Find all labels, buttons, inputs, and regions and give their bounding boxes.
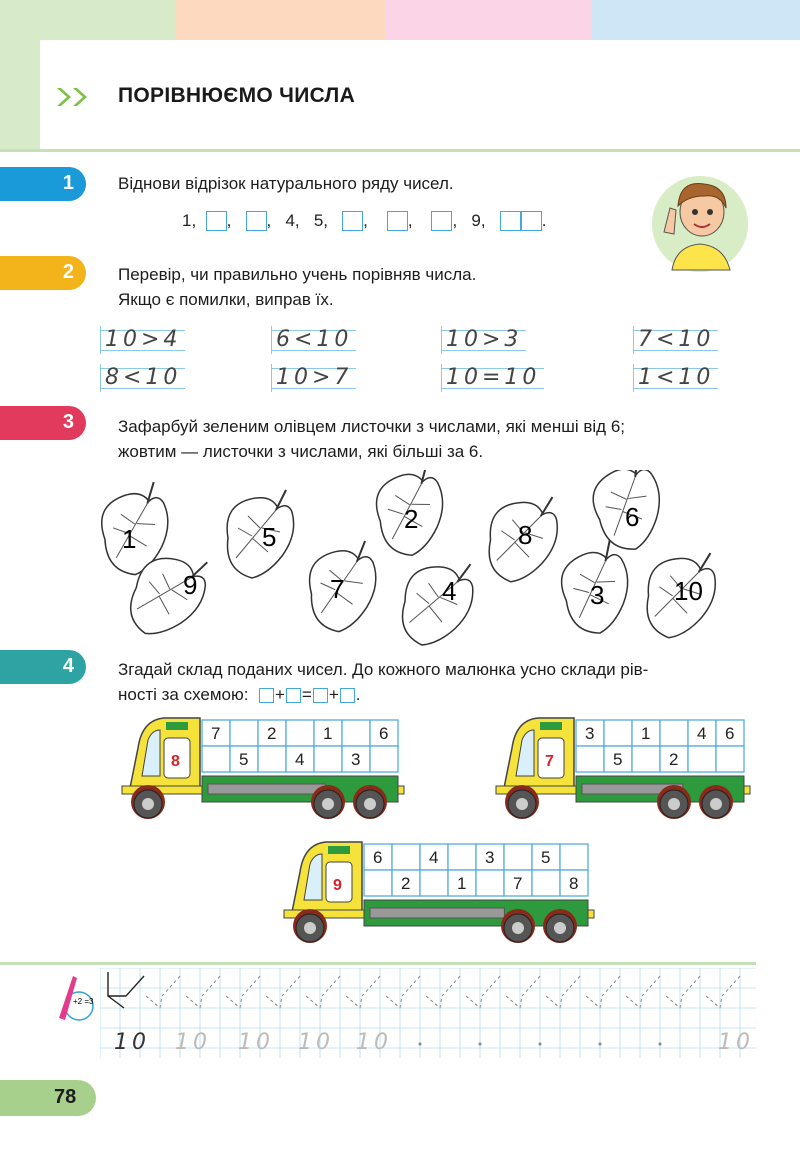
writing-traced-end: 10 bbox=[718, 1030, 754, 1055]
number-sequence: 1, , , 4, 5, , , , 9, . bbox=[182, 211, 547, 230]
truck-total-number: 7 bbox=[545, 753, 554, 770]
truck-1 bbox=[122, 718, 404, 819]
truck-grid-cell bbox=[604, 720, 632, 746]
truck-cell-number: 1 bbox=[641, 724, 651, 743]
leaf-5[interactable] bbox=[227, 490, 294, 578]
comparison-1: 10>4 bbox=[100, 326, 185, 354]
boy-illustration bbox=[650, 170, 750, 278]
truck-hub bbox=[322, 798, 334, 810]
comparison-2: 6<10 bbox=[271, 326, 356, 354]
truck-cell-number: 2 bbox=[267, 724, 277, 743]
writing-traced-1: 10 bbox=[175, 1030, 211, 1055]
truck-hub bbox=[554, 922, 566, 934]
leaf-number-8: 8 bbox=[518, 520, 533, 550]
truck-grid-cell bbox=[476, 870, 504, 896]
writing-sample: 10 bbox=[114, 1030, 150, 1055]
task-3-line-2: жовтим — листочки з числами, які більші за 6. bbox=[118, 442, 484, 461]
truck-cell-number: 4 bbox=[697, 724, 707, 743]
truck-cell-number: 3 bbox=[485, 848, 495, 867]
leaf-3[interactable] bbox=[553, 537, 640, 639]
truck-grid-cell bbox=[532, 870, 560, 896]
leaf-number-5: 5 bbox=[262, 522, 277, 552]
truck-hub bbox=[364, 798, 376, 810]
truck-cell-number: 8 bbox=[569, 874, 579, 893]
trace-pattern bbox=[146, 974, 182, 1008]
task-3-line-1: Зафарбуй зеленим олівцем листочки з числами, які менші від 6; bbox=[118, 417, 626, 436]
truck-cell-number: 6 bbox=[379, 724, 389, 743]
pencil-icon bbox=[55, 968, 95, 1028]
truck-grid-cell bbox=[392, 844, 420, 870]
truck-grid-cell bbox=[632, 746, 660, 772]
blank-box[interactable] bbox=[246, 211, 267, 231]
trace-pattern bbox=[506, 974, 542, 1008]
task-2-tab bbox=[0, 256, 86, 290]
truck-grid-cell bbox=[576, 746, 604, 772]
task-4-line-2: ності за схемою: + = + . bbox=[118, 685, 361, 704]
truck-hub bbox=[512, 922, 524, 934]
task-2-line-2: Якщо є помилки, виправ їх. bbox=[118, 290, 334, 309]
truck-cell-number: 1 bbox=[457, 874, 467, 893]
leaf-2[interactable] bbox=[369, 470, 452, 560]
top-strip-orange bbox=[175, 0, 385, 40]
task-4-line-1: Згадай склад поданих чисел. До кожного малюнка усно склади рів- bbox=[118, 660, 649, 679]
truck-3 bbox=[284, 842, 594, 943]
truck-2 bbox=[496, 718, 750, 819]
comparison-5: 8<10 bbox=[100, 364, 185, 392]
page-number: 78 bbox=[54, 1086, 77, 1108]
trace-pattern bbox=[306, 974, 342, 1008]
leaf-number-3: 3 bbox=[590, 580, 605, 610]
trace-pattern bbox=[626, 974, 662, 1008]
truck-stripe bbox=[208, 784, 326, 794]
leaf-number-10: 10 bbox=[674, 576, 703, 606]
task-2-number: 2 bbox=[62, 261, 74, 283]
comparison-6: 10>7 bbox=[271, 364, 356, 392]
truck-cell-number: 1 bbox=[323, 724, 333, 743]
truck-cell-number: 7 bbox=[211, 724, 221, 743]
blank-box[interactable] bbox=[342, 211, 363, 231]
trace-pattern bbox=[266, 974, 302, 1008]
truck-grid-cell bbox=[560, 844, 588, 870]
blank-box[interactable] bbox=[387, 211, 408, 231]
task-1-tab bbox=[0, 167, 86, 201]
leaf-number-6: 6 bbox=[625, 502, 640, 532]
trace-pattern bbox=[706, 974, 742, 1008]
truck-stripe bbox=[370, 908, 504, 918]
truck-cell-number: 5 bbox=[541, 848, 551, 867]
truck-hub bbox=[516, 798, 528, 810]
trace-pattern bbox=[426, 974, 462, 1008]
truck-grid-cell bbox=[286, 720, 314, 746]
writing-traced-4: 10 bbox=[356, 1030, 392, 1055]
truck-hub bbox=[668, 798, 680, 810]
leaf-10[interactable] bbox=[644, 548, 718, 641]
leaf-number-7: 7 bbox=[330, 574, 345, 604]
dot-marker bbox=[659, 1043, 662, 1046]
truck-grid-cell bbox=[716, 746, 744, 772]
truck-grid-cell bbox=[660, 720, 688, 746]
truck-grid-cell bbox=[364, 870, 392, 896]
leaf-number-4: 4 bbox=[442, 576, 457, 606]
comparison-3: 10>3 bbox=[441, 326, 526, 354]
trace-pattern bbox=[466, 974, 502, 1008]
truck-cell-number: 3 bbox=[585, 724, 595, 743]
comparison-7: 10=10 bbox=[441, 364, 544, 392]
truck-cell-number: 4 bbox=[429, 848, 439, 867]
task-3-number: 3 bbox=[62, 411, 74, 433]
truck-grid-cell bbox=[504, 844, 532, 870]
trace-pattern bbox=[666, 974, 702, 1008]
comparison-4: 7<10 bbox=[633, 326, 718, 354]
task-1-text: Віднови відрізок натурального ряду чисел. bbox=[118, 174, 454, 193]
truck-cell-number: 6 bbox=[373, 848, 383, 867]
trace-sample bbox=[108, 972, 144, 1008]
writing-traced-3: 10 bbox=[298, 1030, 334, 1055]
left-green-panel bbox=[0, 0, 40, 150]
task-4-tab bbox=[0, 650, 86, 684]
truck-grid-cell bbox=[342, 720, 370, 746]
leaf-6[interactable] bbox=[582, 470, 675, 557]
leaves-area bbox=[0, 470, 800, 650]
dot-marker bbox=[479, 1043, 482, 1046]
leaf-7[interactable] bbox=[306, 540, 380, 633]
truck-cab-light bbox=[328, 846, 350, 854]
page-number-tab bbox=[0, 1080, 96, 1116]
top-strip-pink bbox=[385, 0, 592, 40]
truck-cell-number: 3 bbox=[351, 750, 361, 769]
writing-top-line bbox=[0, 962, 756, 965]
truck-cell-number: 2 bbox=[669, 750, 679, 769]
truck-cell-number: 6 bbox=[725, 724, 735, 743]
leaf-number-9: 9 bbox=[183, 570, 198, 600]
trace-pattern bbox=[386, 974, 422, 1008]
blank-box[interactable] bbox=[206, 211, 227, 231]
task-2-line-1: Перевір, чи правильно учень порівняв числа. bbox=[118, 265, 477, 284]
truck-total-number: 8 bbox=[171, 753, 180, 770]
double-chevron-icon bbox=[55, 86, 95, 108]
truck-cell-number: 5 bbox=[239, 750, 249, 769]
leaf-8[interactable] bbox=[486, 492, 560, 585]
icon-text: +2 =3 bbox=[73, 997, 94, 1006]
blank-box[interactable] bbox=[431, 211, 452, 231]
dot-marker bbox=[539, 1043, 542, 1046]
truck-hub bbox=[142, 798, 154, 810]
writing-traced-2: 10 bbox=[238, 1030, 274, 1055]
dot-marker bbox=[599, 1043, 602, 1046]
truck-total-number: 9 bbox=[333, 877, 342, 894]
page-title: ПОРІВНЮЄМО ЧИСЛА bbox=[118, 84, 356, 107]
truck-hub bbox=[304, 922, 316, 934]
truck-cab-light bbox=[166, 722, 188, 730]
leaf-4[interactable] bbox=[397, 554, 478, 650]
leaf-number-1: 1 bbox=[122, 524, 137, 554]
trace-pattern bbox=[586, 974, 622, 1008]
truck-grid-cell bbox=[258, 746, 286, 772]
dot-marker bbox=[419, 1043, 422, 1046]
truck-cell-number: 5 bbox=[613, 750, 623, 769]
truck-cell-number: 2 bbox=[401, 874, 411, 893]
truck-grid-cell bbox=[230, 720, 258, 746]
truck-grid-cell bbox=[688, 746, 716, 772]
blank-box[interactable] bbox=[521, 211, 542, 231]
truck-grid-cell bbox=[314, 746, 342, 772]
blank-box[interactable] bbox=[500, 211, 521, 231]
truck-hub bbox=[710, 798, 722, 810]
truck-grid-cell bbox=[370, 746, 398, 772]
trace-pattern bbox=[546, 974, 582, 1008]
leaf-number-2: 2 bbox=[404, 504, 419, 534]
task-3-tab bbox=[0, 406, 86, 440]
top-strip-blue bbox=[592, 0, 800, 40]
trucks-area bbox=[0, 700, 800, 950]
task-4-number: 4 bbox=[62, 655, 74, 677]
header-divider bbox=[0, 149, 800, 152]
truck-cell-number: 4 bbox=[295, 750, 305, 769]
truck-grid-cell bbox=[202, 746, 230, 772]
trace-pattern bbox=[346, 974, 382, 1008]
truck-grid-cell bbox=[420, 870, 448, 896]
truck-cab-light bbox=[540, 722, 562, 730]
comparison-8: 1<10 bbox=[633, 364, 718, 392]
trace-pattern bbox=[226, 974, 262, 1008]
truck-grid-cell bbox=[448, 844, 476, 870]
task-1-number: 1 bbox=[62, 172, 74, 194]
trace-pattern bbox=[186, 974, 222, 1008]
truck-cell-number: 7 bbox=[513, 874, 523, 893]
